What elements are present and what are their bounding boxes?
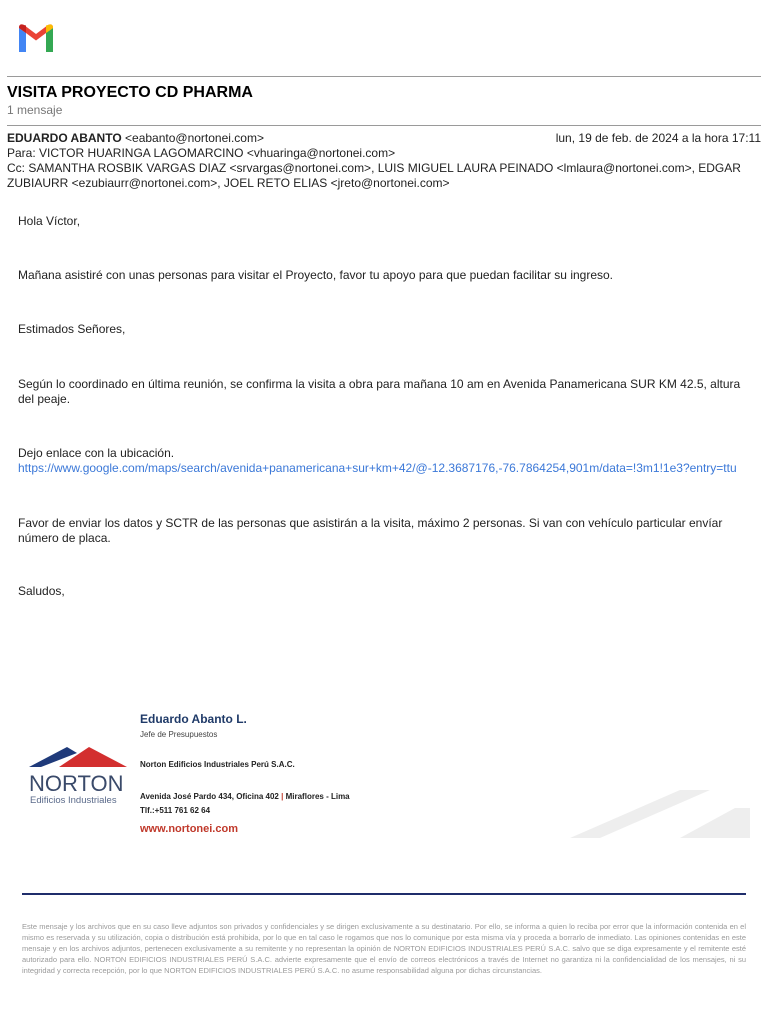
email-subject: VISITA PROYECTO CD PHARMA xyxy=(7,84,253,101)
maps-link[interactable]: https://www.google.com/maps/search/avenida+panamericana+sur+km+42/@-12.3687176,-76.7864254,901m/data=!3m1!1e3?entry=ttu xyxy=(18,461,737,475)
recipient-line: Para: VICTOR HUARINGA LAGOMARCINO <vhuaringa@nortonei.com> xyxy=(7,146,396,160)
greeting: Hola Víctor, xyxy=(18,214,81,228)
sender-line xyxy=(7,131,761,146)
norton-logo xyxy=(27,745,129,807)
location-text: Dejo enlace con la ubicación. xyxy=(18,446,175,460)
gmail-logo-icon xyxy=(16,22,56,52)
cc-line: Cc: SAMANTHA ROSBIK VARGAS DIAZ <srvargas@nortonei.com>, LUIS MIGUEL LAURA PEINADO <lmlaura@nortonei.com>, EDGAR ZUBIAURR <ezubiaurr@nortonei.com>, JOEL RETO ELIAS <jreto@nortonei.com> xyxy=(7,161,741,190)
signature-role: Jefe de Presupuestos xyxy=(140,730,218,739)
top-divider xyxy=(7,76,761,77)
address-separator: | xyxy=(281,792,284,801)
signature-address xyxy=(140,792,350,801)
signature-name: Eduardo Abanto L. xyxy=(140,712,247,726)
body-paragraph-1: Mañana asistiré con unas personas para visitar el Proyecto, favor tu apoyo para que puedan facilitar su ingreso. xyxy=(18,268,614,282)
body-paragraph-2: Estimados Señores, xyxy=(18,322,126,336)
footer-divider xyxy=(22,893,746,895)
address-street: Avenida José Pardo 434, Oficina 402 xyxy=(140,792,279,801)
signature-decoration xyxy=(560,780,750,840)
sender-email[interactable]: <eabanto@nortonei.com> xyxy=(125,131,264,145)
norton-logo-tagline: Edificios Industriales xyxy=(30,795,117,806)
address-district: Miraflores - Lima xyxy=(285,792,350,801)
signature-phone: Tlf.:+511 761 62 64 xyxy=(140,806,211,815)
signature-company: Norton Edificios Industriales Perú S.A.C. xyxy=(140,760,295,769)
signature-website[interactable]: www.nortonei.com xyxy=(140,823,238,835)
body-paragraph-3: Según lo coordinado en última reunión, se confirma la visita a obra para mañana 10 am en Avenida Panamericana SUR KM 42.5, altura del peaje. xyxy=(18,377,741,406)
header-divider xyxy=(7,125,761,126)
sender-name: EDUARDO ABANTO xyxy=(7,131,122,145)
message-count: 1 mensaje xyxy=(7,103,63,117)
body-paragraph-5: Favor de enviar los datos y SCTR de las personas que asistirán a la visita, máximo 2 personas. Si van con vehículo particular envíar número de placa. xyxy=(18,516,723,545)
body-paragraph-4 xyxy=(18,446,748,476)
norton-logo-word: NORTON xyxy=(29,771,124,796)
closing: Saludos, xyxy=(18,584,65,598)
sent-date: lun, 19 de feb. de 2024 a la hora 17:11 xyxy=(555,131,761,145)
legal-disclaimer: Este mensaje y los archivos que en su caso lleve adjuntos son privados y confidenciales y se dirigen exclusivamente a su destinatario. Por ello, se informa a quien lo reciba por error que la información contenida en el mismo es reservada y su utilización, copia o distribución está prohibida, por lo que en tal caso le rogamos que nos lo comunique por esta misma vía y proceda a borrarlo de inmediato. Las opiniones contenidas en este mensaje y en los archivos adjuntos, pertenecen exclusivamente a su remitente y no representan la opinión de NORTON EDIFICIOS INDUSTRIALES PERÚ S.A.C. salvo que se diga expresamente y el remitente esté autorizado para ello. NORTON EDIFICIOS INDUSTRIALES PERÚ S.A.C. advierte expresamente que el envío de correos electrónicos a través de Internet no garantiza ni la confidencialidad de los mensajes, ni su integridad y correcta recepción, por lo que NORTON EDIFICIOS INDUSTRIALES PERÚ S.A.C. no asume responsabilidad alguna por dichas circunstancias. xyxy=(22,922,746,975)
